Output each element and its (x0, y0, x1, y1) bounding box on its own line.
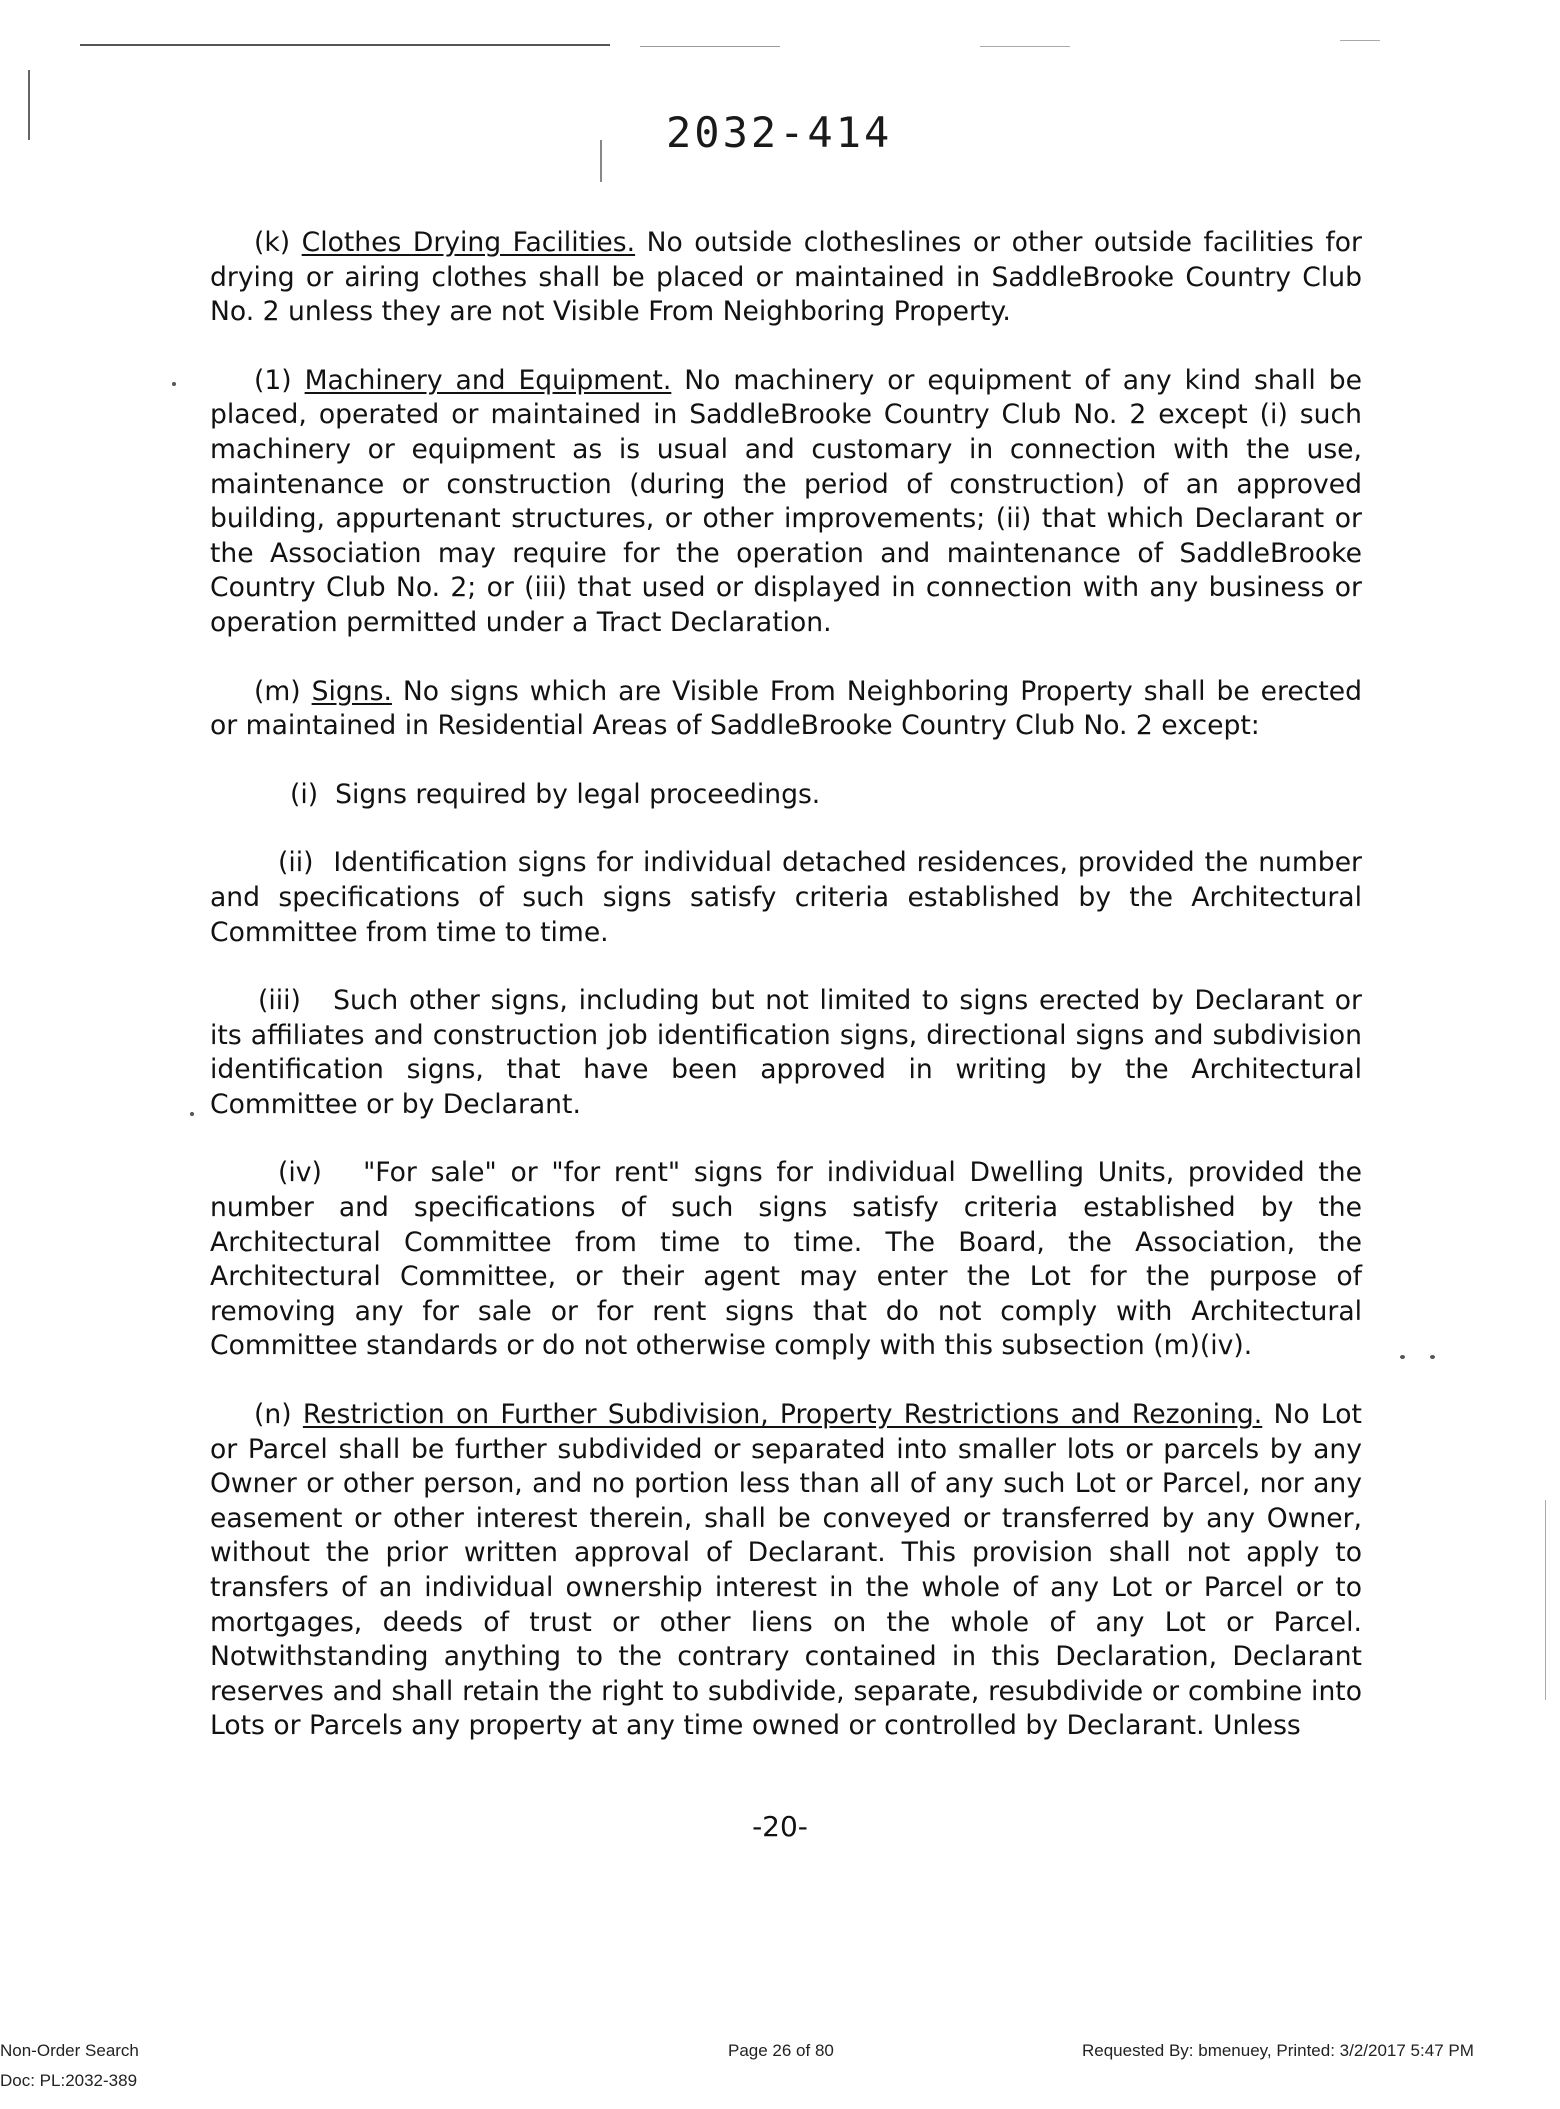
footer-page-count: Page 26 of 80 (728, 2041, 834, 2060)
scan-artifact-top-line (1340, 40, 1380, 41)
document-body (210, 226, 1362, 1744)
paragraph-text: No machinery or equipment of any kind shall be placed, operated or maintained in SaddleBrooke Country Club No. 2 except (i) such machinery or equipment as is usual and customary in connection with the use, maintenance or construction (during the period of construction) of an approved building, appurtenant structures, or other improvements; (ii) that which Declarant or the Association may require for the operation and maintenance of SaddleBrooke Country Club No. 2; or (iii) that used or displayed in connection with any business or operation permitted under a Tract Declaration. (210, 364, 1362, 638)
paragraph-marker: (m) (254, 675, 301, 707)
footer-request-info: Requested By: bmenuey, Printed: 3/2/2017 5:47 PM (1082, 2041, 1474, 2060)
scan-artifact-speck (1430, 1355, 1435, 1359)
paragraph-text: No signs which are Visible From Neighboring Property shall be erected or maintained in Residential Areas of SaddleBrooke Country Club No. 2 except: (210, 675, 1362, 742)
paragraph-marker: (iii) (258, 985, 301, 1017)
scan-artifact-right-mark (1545, 1500, 1546, 1700)
paragraph-m (210, 675, 1362, 744)
paragraph-k (210, 226, 1362, 330)
paragraph-n (210, 1398, 1362, 1744)
paragraph-l (210, 364, 1362, 641)
paragraph-m-ii (210, 846, 1362, 950)
footer-search-type: Non-Order Search (0, 2041, 139, 2060)
paragraph-marker: (i) (290, 778, 319, 810)
page-number: -20- (752, 1810, 808, 1843)
scan-artifact-speck (172, 382, 176, 386)
paragraph-marker: (k) (254, 227, 291, 258)
paragraph-marker: (n) (254, 1399, 292, 1431)
scan-artifact-center-mark (600, 140, 602, 182)
document-number: 2032-414 (666, 108, 893, 157)
paragraph-text: Identification signs for individual detached residences, provided the number and specifications of such signs satisfy criteria established by the Architectural Committee from time to time. (210, 847, 1362, 948)
paragraph-marker: (iv) (278, 1157, 322, 1189)
paragraph-m-i (210, 778, 1362, 813)
scan-artifact-speck (1400, 1355, 1405, 1359)
paragraph-heading: Machinery and Equipment. (304, 364, 672, 396)
scan-artifact-top-line (640, 46, 780, 47)
scan-artifact-left-mark (28, 70, 30, 140)
paragraph-heading: Signs. (311, 675, 392, 707)
scan-artifact-top-line (980, 46, 1070, 47)
scan-artifact-top-line (80, 44, 610, 46)
paragraph-heading: Restriction on Further Subdivision, Property Restrictions and Rezoning. (302, 1399, 1263, 1431)
paragraph-marker: (1) (254, 364, 292, 396)
paragraph-text: No Lot or Parcel shall be further subdivided or separated into smaller lots or parcels by any Owner or other person, and no portion less than all of any such Lot or Parcel, nor any easement or other interest therein, shall be conveyed or transferred by any Owner, without the prior written approval of Declarant. This provision shall not apply to transfers of an individual ownership interest in the whole of any Lot or Parcel or to mortgages, deeds of trust or other liens on the whole of any Lot or Parcel. Notwithstanding anything to the contrary contained in this Declaration, Declarant reserves and shall retain the right to subdivide, separate, resubdivide or combine into Lots or Parcels any property at any time owned or controlled by Declarant. Unless (210, 1399, 1362, 1742)
paragraph-m-iv (210, 1156, 1362, 1364)
scan-artifact-speck (190, 1112, 194, 1116)
paragraph-text: No outside clotheslines or other outside facilities for drying or airing clothes shall be placed or maintained in SaddleBrooke Country Club No. 2 unless they are not Visible From Neighboring Property. (210, 227, 1362, 328)
paragraph-text: "For sale" or "for rent" signs for individual Dwelling Units, provided the number and specifications of such signs satisfy criteria established by the Architectural Committee from time to time. The Board, the Association, the Architectural Committee, or their agent may enter the Lot for the purpose of removing any for sale or for rent signs that do not comply with Architectural Committee standards or do not otherwise comply with this subsection (m)(iv). (210, 1157, 1362, 1362)
paragraph-text: Signs required by legal proceedings. (335, 778, 821, 810)
paragraph-m-iii (210, 984, 1362, 1122)
footer-doc-id: Doc: PL:2032-389 (0, 2071, 138, 2090)
paragraph-text: Such other signs, including but not limited to signs erected by Declarant or its affiliates and construction job identification signs, directional signs and subdivision identification signs, that have been approved in writing by the Architectural Committee or by Declarant. (210, 985, 1362, 1120)
paragraph-marker: (ii) (278, 847, 314, 879)
paragraph-heading: Clothes Drying Facilities. (301, 227, 636, 258)
